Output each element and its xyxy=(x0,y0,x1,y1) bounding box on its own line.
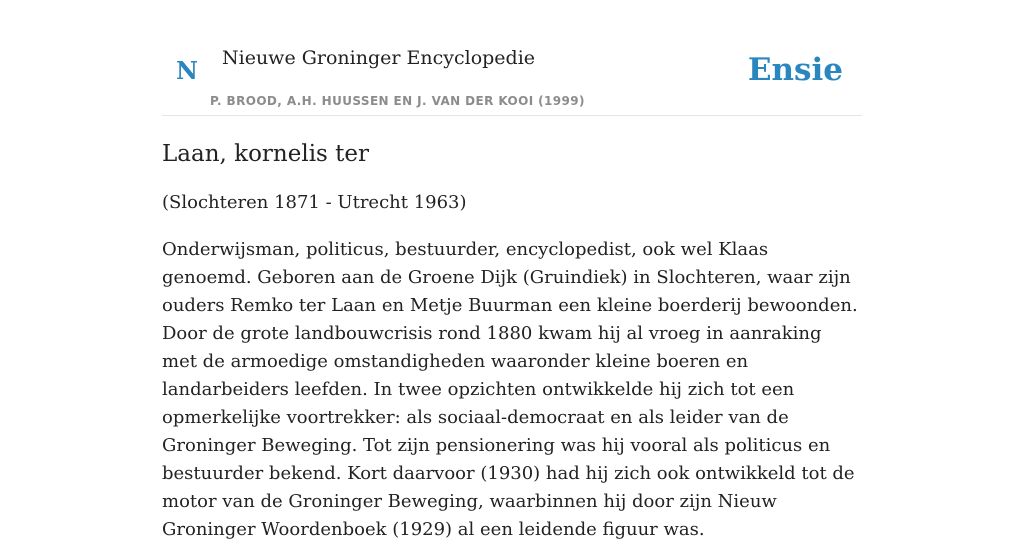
encyclopedia-logo-letter[interactable]: N xyxy=(176,56,198,85)
encyclopedia-header xyxy=(162,40,862,116)
encyclopedia-title[interactable]: Nieuwe Groninger Encyclopedie xyxy=(222,47,536,69)
article-body: Onderwijsman, politicus, bestuurder, encyclopedist, ook wel Klaas genoemd. Geboren aan de Groene Dijk (Gruindiek) in Slochteren, waar zijn ouders Remko ter Laan en Metje Buurman een kleine boerderij bewoonden. Door de grote landbouwcrisis rond 1880 kwam hij al vroeg in aanraking met de armoedige omstandigheden waaronder kleine boeren en landarbeiders leefden. In twee opzichten ontwikkelde hij zich tot een opmerkelijke voortrekker: als sociaal-democraat en als leider van de Groninger Beweging. Tot zijn pensionering was hij vooral als politicus en bestuurder bekend. Kort daarvoor (1930) had hij zich ook ontwikkeld tot de motor van de Groninger Beweging, waarbinnen hij door zijn Nieuw Groninger Woordenboek (1929) al een leidende figuur was. xyxy=(162,239,858,540)
article-title: Laan, kornelis ter xyxy=(162,141,370,167)
encyclopedia-authors: P. BROOD, A.H. HUUSSEN EN J. VAN DER KOOI (1999) xyxy=(210,94,585,108)
ensie-brand-logo[interactable]: Ensie xyxy=(747,52,843,88)
article-content xyxy=(162,138,862,544)
article-subtitle: (Slochteren 1871 - Utrecht 1963) xyxy=(162,192,467,213)
